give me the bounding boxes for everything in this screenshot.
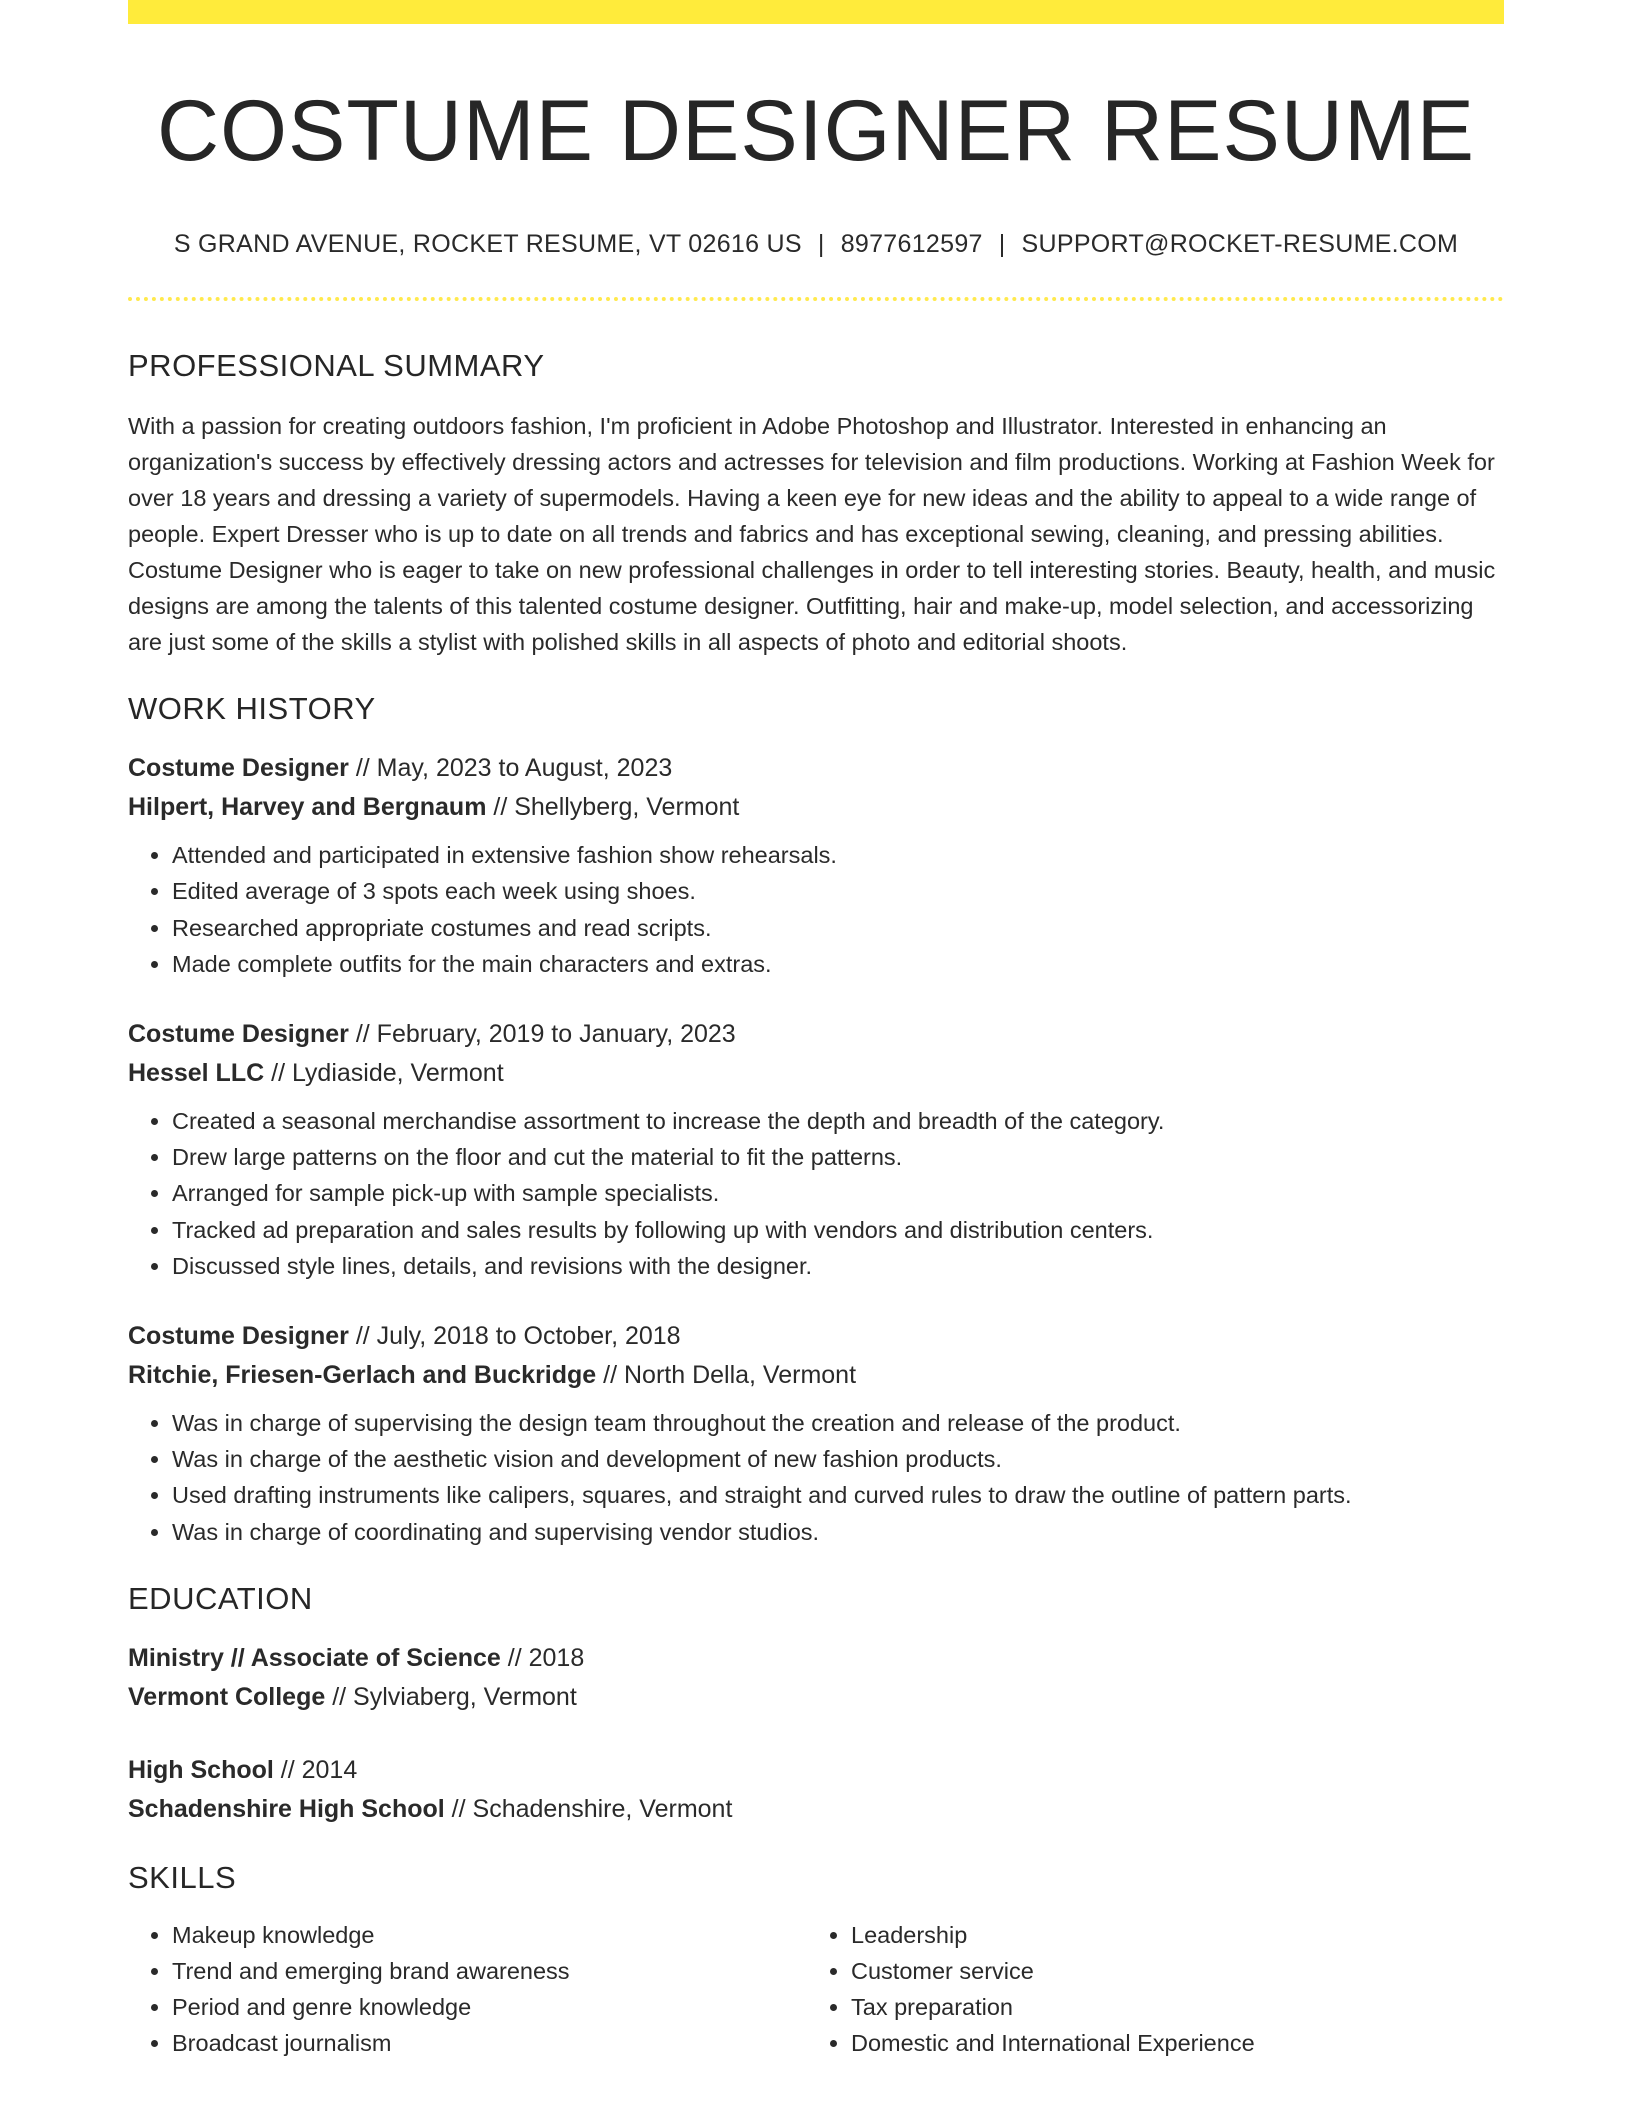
- education-degree: Ministry // Associate of Science: [128, 1644, 501, 1673]
- education-school: Vermont College: [128, 1683, 326, 1712]
- contact-phone: 8977612597: [840, 229, 983, 258]
- job-title-line: [128, 1317, 1504, 1356]
- list-item: • Was in charge of supervising the design team throughout the creation and release of the product.: [172, 1405, 1504, 1441]
- job-location: // Lydiaside, Vermont: [264, 1058, 504, 1087]
- education-year: // 2018: [500, 1644, 585, 1673]
- education-year: // 2014: [273, 1756, 358, 1785]
- job-dates: // July, 2018 to October, 2018: [348, 1321, 681, 1350]
- resume-page: [128, 0, 1504, 2112]
- job-entry: [128, 749, 1504, 983]
- job-company-line: [128, 788, 1504, 827]
- job-location: // Shellyberg, Vermont: [486, 792, 740, 821]
- job-company: Hilpert, Harvey and Bergnaum: [128, 792, 487, 821]
- education-location: // Schadenshire, Vermont: [444, 1795, 733, 1824]
- list-item: • Researched appropriate costumes and read scripts.: [172, 910, 1504, 946]
- contact-address: S GRAND AVENUE, ROCKET RESUME, VT 02616 US: [173, 229, 802, 258]
- job-title-line: [128, 749, 1504, 788]
- job-bullets: [128, 1103, 1504, 1285]
- job-bullets: [128, 837, 1504, 983]
- list-item: • Leadership: [851, 1917, 1485, 1953]
- education-school: Schadenshire High School: [128, 1795, 445, 1824]
- list-item: • Period and genre knowledge: [172, 1989, 806, 2025]
- skills-columns: [128, 1917, 1504, 2061]
- contact-email: SUPPORT@ROCKET-RESUME.COM: [1021, 229, 1459, 258]
- job-bullets: [128, 1405, 1504, 1551]
- education-degree: High School: [128, 1756, 274, 1785]
- skills-list-right: [806, 1917, 1485, 2061]
- education-degree-line: [128, 1639, 1504, 1678]
- education-entry: [128, 1639, 1504, 1717]
- contact-line: [128, 229, 1504, 259]
- list-item: • Edited average of 3 spots each week using shoes.: [172, 873, 1504, 909]
- job-title: Costume Designer: [128, 1019, 349, 1048]
- education-entry: [128, 1751, 1504, 1829]
- job-title: Costume Designer: [128, 753, 349, 782]
- education-location: // Sylviaberg, Vermont: [325, 1683, 577, 1712]
- job-title-line: [128, 1015, 1504, 1054]
- education-school-line: [128, 1678, 1504, 1717]
- list-item: • Discussed style lines, details, and revisions with the designer.: [172, 1248, 1504, 1284]
- job-entry: [128, 1015, 1504, 1285]
- education-heading: EDUCATION: [128, 1581, 313, 1617]
- summary-heading: PROFESSIONAL SUMMARY: [128, 347, 545, 383]
- contact-separator: |: [817, 229, 825, 258]
- list-item: • Attended and participated in extensive fashion show rehearsals.: [172, 837, 1504, 873]
- dotted-divider: [128, 297, 1504, 301]
- list-item: • Was in charge of coordinating and supervising vendor studios.: [172, 1514, 1504, 1550]
- job-dates: // February, 2019 to January, 2023: [348, 1019, 736, 1048]
- skills-heading: SKILLS: [128, 1860, 237, 1896]
- list-item: • Used drafting instruments like calipers, squares, and straight and curved rules to draw the outline of pattern parts.: [172, 1477, 1504, 1513]
- contact-separator: |: [998, 229, 1006, 258]
- summary-text: With a passion for creating outdoors fashion, I'm proficient in Adobe Photoshop and Illustrator. Interested in enhancing an organization's success by effectively dressing actors and actresses for television and film productions. Working at Fashion Week for over 18 years and dressing a variety of supermodels. Having a keen eye for new ideas and the ability to appeal to a wide range of people. Expert Dresser who is up to date on all trends and fabrics and has exceptional sewing, cleaning, and pressing abilities. Costume Designer who is eager to take on new professional challenges in order to tell interesting stories. Beauty, health, and music designs are among the talents of this talented costume designer. Outfitting, hair and make-up, model selection, and accessorizing are just some of the skills a stylist with polished skills in all aspects of photo and editorial shoots.: [128, 412, 1496, 655]
- list-item: • Made complete outfits for the main characters and extras.: [172, 946, 1504, 982]
- job-title: Costume Designer: [128, 1321, 349, 1350]
- list-item: • Drew large patterns on the floor and cut the material to fit the patterns.: [172, 1139, 1504, 1175]
- skills-list-left: [128, 1917, 806, 2061]
- list-item: • Makeup knowledge: [172, 1917, 806, 1953]
- list-item: • Was in charge of the aesthetic vision and development of new fashion products.: [172, 1441, 1504, 1477]
- education-school-line: [128, 1790, 1504, 1829]
- job-entry: [128, 1317, 1504, 1551]
- resume-title: COSTUME DESIGNER RESUME: [157, 83, 1475, 179]
- work-history-heading: WORK HISTORY: [128, 690, 376, 726]
- list-item: • Arranged for sample pick-up with sample specialists.: [172, 1175, 1504, 1211]
- list-item: • Tax preparation: [851, 1989, 1485, 2025]
- list-item: • Trend and emerging brand awareness: [172, 1953, 806, 1989]
- list-item: • Tracked ad preparation and sales results by following up with vendors and distribution centers.: [172, 1212, 1504, 1248]
- job-location: // North Della, Vermont: [596, 1360, 857, 1389]
- list-item: • Broadcast journalism: [172, 2025, 806, 2061]
- accent-top-bar: [128, 0, 1504, 24]
- education-degree-line: [128, 1751, 1504, 1790]
- job-company: Ritchie, Friesen-Gerlach and Buckridge: [128, 1360, 597, 1389]
- job-company-line: [128, 1356, 1504, 1395]
- job-company: Hessel LLC: [128, 1058, 265, 1087]
- list-item: • Created a seasonal merchandise assortment to increase the depth and breadth of the category.: [172, 1103, 1504, 1139]
- job-dates: // May, 2023 to August, 2023: [348, 753, 673, 782]
- list-item: • Customer service: [851, 1953, 1485, 1989]
- job-company-line: [128, 1054, 1504, 1093]
- list-item: • Domestic and International Experience: [851, 2025, 1485, 2061]
